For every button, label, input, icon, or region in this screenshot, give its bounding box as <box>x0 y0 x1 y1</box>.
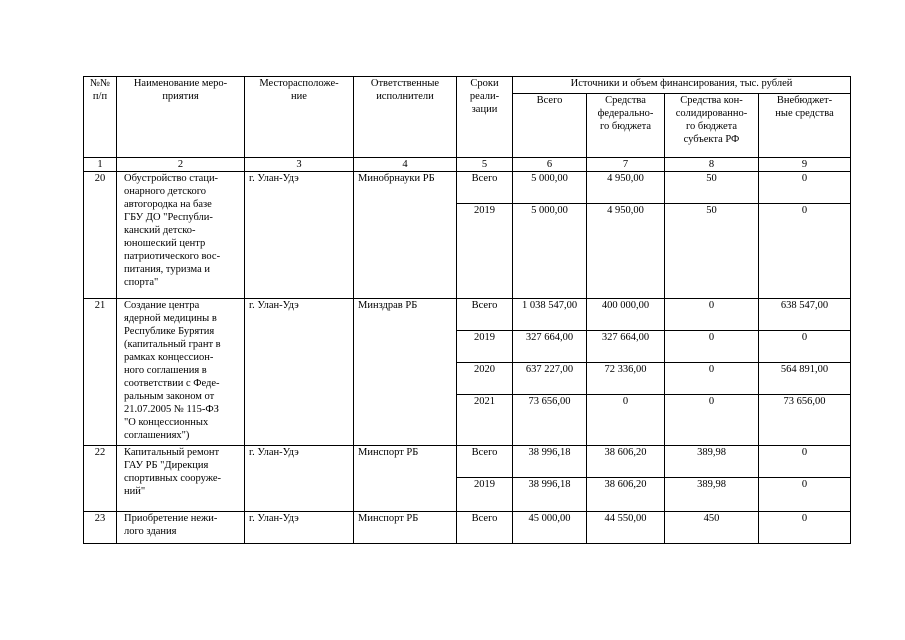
amount-regional: 450 <box>665 512 759 544</box>
amount-extrabudget: 638 547,00 <box>759 299 851 331</box>
measure-name: Обустройство стаци- онарного детского автогородка на базе ГБУ ДО "Республи- канский детско- юношеский центр патриотического вос- питания, туризма и спорта" <box>117 172 245 299</box>
executor: Минспорт РБ <box>354 512 457 544</box>
amount-federal: 38 606,20 <box>587 446 665 478</box>
amount-total: 45 000,00 <box>513 512 587 544</box>
amount-total: 73 656,00 <box>513 395 587 446</box>
table-row <box>84 446 851 478</box>
column-number: 2 <box>117 158 245 172</box>
executor: Минспорт РБ <box>354 446 457 512</box>
row-number: 23 <box>84 512 117 544</box>
header-row <box>84 77 851 94</box>
amount-extrabudget: 0 <box>759 204 851 299</box>
row-number: 20 <box>84 172 117 299</box>
term: 2020 <box>457 363 513 395</box>
term: 2019 <box>457 478 513 512</box>
column-number: 3 <box>245 158 354 172</box>
table-row <box>84 512 851 544</box>
executor: Минздрав РБ <box>354 299 457 446</box>
column-number: 5 <box>457 158 513 172</box>
amount-extrabudget: 564 891,00 <box>759 363 851 395</box>
table-row <box>84 299 851 331</box>
header-col-total: Всего <box>513 94 587 158</box>
header-col-name: Наименование меро- приятия <box>117 77 245 158</box>
table-body <box>84 77 851 544</box>
amount-federal: 400 000,00 <box>587 299 665 331</box>
amount-regional: 50 <box>665 172 759 204</box>
amount-federal: 327 664,00 <box>587 331 665 363</box>
amount-regional: 0 <box>665 363 759 395</box>
row-number: 22 <box>84 446 117 512</box>
amount-total: 1 038 547,00 <box>513 299 587 331</box>
amount-regional: 0 <box>665 299 759 331</box>
column-number: 9 <box>759 158 851 172</box>
term: Всего <box>457 172 513 204</box>
term: Всего <box>457 512 513 544</box>
measure-name: Капитальный ремонт ГАУ РБ "Дирекция спортивных сооруже- ний" <box>117 446 245 512</box>
header-col-number: №№ п/п <box>84 77 117 158</box>
amount-extrabudget: 0 <box>759 331 851 363</box>
amount-federal: 0 <box>587 395 665 446</box>
amount-federal: 4 950,00 <box>587 204 665 299</box>
location: г. Улан-Удэ <box>245 299 354 446</box>
amount-total: 327 664,00 <box>513 331 587 363</box>
measure-name: Приобретение нежи- лого здания <box>117 512 245 544</box>
amount-extrabudget: 0 <box>759 446 851 478</box>
header-col-federal: Средства федерально- го бюджета <box>587 94 665 158</box>
location: г. Улан-Удэ <box>245 512 354 544</box>
amount-regional: 0 <box>665 395 759 446</box>
amount-total: 5 000,00 <box>513 204 587 299</box>
term: 2019 <box>457 331 513 363</box>
column-number: 6 <box>513 158 587 172</box>
amount-extrabudget: 0 <box>759 478 851 512</box>
header-col-executors: Ответственные исполнители <box>354 77 457 158</box>
column-number: 7 <box>587 158 665 172</box>
header-col-regional: Средства кон- солидированно- го бюджета субъекта РФ <box>665 94 759 158</box>
column-number: 8 <box>665 158 759 172</box>
amount-federal: 44 550,00 <box>587 512 665 544</box>
amount-total: 637 227,00 <box>513 363 587 395</box>
column-number-row <box>84 158 851 172</box>
term: Всего <box>457 446 513 478</box>
row-number: 21 <box>84 299 117 446</box>
term: 2021 <box>457 395 513 446</box>
amount-regional: 50 <box>665 204 759 299</box>
location: г. Улан-Удэ <box>245 446 354 512</box>
financing-table <box>83 76 851 544</box>
header-col-extrabudget: Внебюджет- ные средства <box>759 94 851 158</box>
amount-total: 5 000,00 <box>513 172 587 204</box>
amount-regional: 0 <box>665 331 759 363</box>
amount-federal: 38 606,20 <box>587 478 665 512</box>
amount-total: 38 996,18 <box>513 446 587 478</box>
location: г. Улан-Удэ <box>245 172 354 299</box>
term: 2019 <box>457 204 513 299</box>
amount-extrabudget: 0 <box>759 172 851 204</box>
amount-extrabudget: 0 <box>759 512 851 544</box>
executor: Минобрнауки РБ <box>354 172 457 299</box>
column-number: 1 <box>84 158 117 172</box>
column-number: 4 <box>354 158 457 172</box>
measure-name: Создание центра ядерной медицины в Республике Бурятия (капитальный грант в рамках концессион- ного соглашения в соответствии с Феде- ральным законом от 21.07.2005 № 115-ФЗ "О концессионных соглашениях") <box>117 299 245 446</box>
amount-federal: 72 336,00 <box>587 363 665 395</box>
amount-federal: 4 950,00 <box>587 172 665 204</box>
header-col-location: Месторасположе- ние <box>245 77 354 158</box>
header-financing-group: Источники и объем финансирования, тыс. рублей <box>513 77 851 94</box>
amount-extrabudget: 73 656,00 <box>759 395 851 446</box>
amount-total: 38 996,18 <box>513 478 587 512</box>
term: Всего <box>457 299 513 331</box>
header-col-terms: Сроки реали- зации <box>457 77 513 158</box>
amount-regional: 389,98 <box>665 446 759 478</box>
amount-regional: 389,98 <box>665 478 759 512</box>
table-row <box>84 172 851 204</box>
